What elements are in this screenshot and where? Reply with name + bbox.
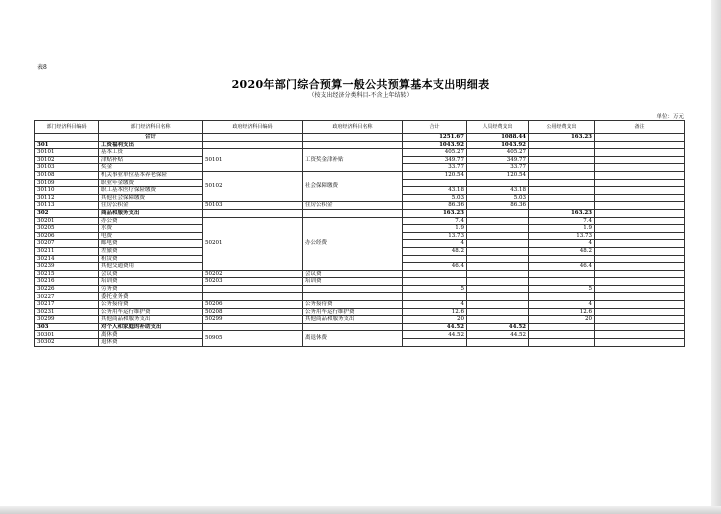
row-personnel: 33.77 <box>467 164 529 172</box>
row-public <box>529 141 595 149</box>
dept-code: 30239 <box>35 263 99 271</box>
dept-name: 会议费 <box>99 270 203 278</box>
dept-code: 30201 <box>35 217 99 225</box>
dept-code: 30113 <box>35 202 99 210</box>
gov-code: 50202 <box>203 270 303 278</box>
table-row <box>35 293 685 301</box>
gov-code: 50203 <box>203 278 303 286</box>
dept-name: 住房公积金 <box>99 202 203 210</box>
row-personnel <box>467 217 529 225</box>
dept-code: 30214 <box>35 255 99 263</box>
row-personnel: 120.54 <box>467 171 529 179</box>
row-personnel <box>467 179 529 187</box>
dept-code: 30205 <box>35 225 99 233</box>
row-total: 163.23 <box>403 209 467 217</box>
gov-code: 50206 <box>203 301 303 309</box>
row-public <box>529 164 595 172</box>
row-total: 46.4 <box>403 263 467 271</box>
row-total: 349.77 <box>403 156 467 164</box>
row-public <box>529 156 595 164</box>
dept-name: 邮电费 <box>99 240 203 248</box>
row-personnel <box>467 247 529 255</box>
row-total <box>403 293 467 301</box>
row-personnel: 44.52 <box>467 331 529 339</box>
column-header: 政府经济科目编码 <box>203 121 303 134</box>
row-public <box>529 187 595 195</box>
row-total: 20 <box>403 316 467 324</box>
dept-code: 30216 <box>35 278 99 286</box>
column-header: 部门经济科目编码 <box>35 121 99 134</box>
dept-code: 30215 <box>35 270 99 278</box>
row-total: 5.03 <box>403 194 467 202</box>
row-public: 163.23 <box>529 209 595 217</box>
dept-name: 租赁费 <box>99 255 203 263</box>
dept-name: 对个人和家庭的补助支出 <box>99 323 203 331</box>
category-row <box>35 209 685 217</box>
row-public: 48.2 <box>529 247 595 255</box>
row-public <box>529 323 595 331</box>
row-public: 13.73 <box>529 232 595 240</box>
row-total: 7.4 <box>403 217 467 225</box>
dept-name: 商品和服务支出 <box>99 209 203 217</box>
gov-name: 会议费 <box>303 270 403 278</box>
dept-name: 津贴补贴 <box>99 156 203 164</box>
row-personnel: 1043.92 <box>467 141 529 149</box>
row-personnel <box>467 316 529 324</box>
table-row <box>35 301 685 309</box>
dept-code: 30207 <box>35 240 99 248</box>
row-public <box>529 149 595 157</box>
dept-code: 30108 <box>35 171 99 179</box>
gov-code: 50103 <box>203 202 303 210</box>
dept-code: 303 <box>35 323 99 331</box>
row-public <box>529 293 595 301</box>
row-total: 44.52 <box>403 331 467 339</box>
gov-name: 公务接待费 <box>303 301 403 309</box>
row-personnel <box>467 339 529 347</box>
row-total: 1043.92 <box>403 141 467 149</box>
row-public <box>529 278 595 286</box>
table-row <box>35 308 685 316</box>
row-personnel <box>467 285 529 293</box>
row-public <box>529 270 595 278</box>
total-row <box>35 134 685 142</box>
dept-code: 30206 <box>35 232 99 240</box>
column-header: 人员经费支出 <box>467 121 529 134</box>
category-row <box>35 323 685 331</box>
row-public <box>529 331 595 339</box>
table-row <box>35 171 685 179</box>
row-total: 48.2 <box>403 247 467 255</box>
row-personnel <box>467 301 529 309</box>
dept-name: 职业年金缴费 <box>99 179 203 187</box>
gov-name: 住房公积金 <box>303 202 403 210</box>
dept-code: 30102 <box>35 156 99 164</box>
table-header-row <box>35 121 685 134</box>
table-row <box>35 270 685 278</box>
gov-name: 公务用车运行维护费 <box>303 308 403 316</box>
gov-name: 培训费 <box>303 278 403 286</box>
row-total: 5 <box>403 285 467 293</box>
row-total <box>403 179 467 187</box>
expenditure-table <box>34 120 685 347</box>
dept-name: 工资福利支出 <box>99 141 203 149</box>
gov-name: 离退休费 <box>303 331 403 346</box>
table-row <box>35 217 685 225</box>
row-personnel: 86.36 <box>467 202 529 210</box>
dept-code: 30112 <box>35 194 99 202</box>
total-sum: 1251.67 <box>403 134 467 142</box>
category-row <box>35 141 685 149</box>
dept-name: 机关事业单位基本养老保险 <box>99 171 203 179</box>
row-personnel <box>467 278 529 286</box>
viewer-bottom-edge <box>0 506 721 514</box>
dept-name: 公务用车运行维护费 <box>99 308 203 316</box>
dept-name: 其他社会保障缴费 <box>99 194 203 202</box>
dept-code: 30109 <box>35 179 99 187</box>
row-public: 4 <box>529 240 595 248</box>
row-total: 86.36 <box>403 202 467 210</box>
dept-name: 电费 <box>99 232 203 240</box>
row-public <box>529 194 595 202</box>
row-public: 4 <box>529 301 595 309</box>
dept-name: 其他商品和服务支出 <box>99 316 203 324</box>
dept-name: 公务接待费 <box>99 301 203 309</box>
row-total: 405.27 <box>403 149 467 157</box>
table-row <box>35 278 685 286</box>
row-personnel <box>467 293 529 301</box>
row-total <box>403 278 467 286</box>
row-personnel <box>467 308 529 316</box>
gov-name: 其他商品和服务支出 <box>303 316 403 324</box>
row-personnel: 405.27 <box>467 149 529 157</box>
dept-code: 30103 <box>35 164 99 172</box>
row-public: 46.4 <box>529 263 595 271</box>
dept-code: 30231 <box>35 308 99 316</box>
dept-name: 办公费 <box>99 217 203 225</box>
dept-code: 30101 <box>35 149 99 157</box>
row-public <box>529 202 595 210</box>
page-title: 2020年部门综合预算一般公共预算基本支出明细表 <box>231 78 490 91</box>
gov-code: 50299 <box>203 316 303 324</box>
row-personnel <box>467 255 529 263</box>
dept-code: 30299 <box>35 316 99 324</box>
gov-name: 办公经费 <box>303 217 403 270</box>
row-public <box>529 179 595 187</box>
row-personnel <box>467 270 529 278</box>
row-public <box>529 339 595 347</box>
dept-code: 30302 <box>35 339 99 347</box>
table-row <box>35 331 685 339</box>
row-personnel <box>467 232 529 240</box>
total-label: 合计 <box>99 134 203 142</box>
row-personnel <box>467 240 529 248</box>
row-total <box>403 339 467 347</box>
dept-code: 30227 <box>35 293 99 301</box>
dept-name: 基本工资 <box>99 149 203 157</box>
column-header: 政府经济科目名称 <box>303 121 403 134</box>
gov-code: 50101 <box>203 149 303 172</box>
table-row <box>35 285 685 293</box>
row-public <box>529 255 595 263</box>
dept-name: 培训费 <box>99 278 203 286</box>
row-personnel: 5.03 <box>467 194 529 202</box>
row-public: 1.9 <box>529 225 595 233</box>
row-total: 13.73 <box>403 232 467 240</box>
row-personnel: 43.18 <box>467 187 529 195</box>
row-total: 4 <box>403 240 467 248</box>
row-total: 12.6 <box>403 308 467 316</box>
table-row <box>35 149 685 157</box>
row-total: 44.52 <box>403 323 467 331</box>
dept-name: 劳务费 <box>99 285 203 293</box>
page-subtitle: （按支出经济分类科目-不含上年结转） <box>308 92 413 99</box>
column-header: 公用经费支出 <box>529 121 595 134</box>
row-total: 4 <box>403 301 467 309</box>
row-personnel <box>467 209 529 217</box>
row-personnel <box>467 225 529 233</box>
row-total <box>403 270 467 278</box>
row-total: 33.77 <box>403 164 467 172</box>
dept-code: 30211 <box>35 247 99 255</box>
row-personnel: 349.77 <box>467 156 529 164</box>
row-public: 5 <box>529 285 595 293</box>
gov-code: 50102 <box>203 171 303 201</box>
gov-code: 50201 <box>203 217 303 270</box>
column-header: 备注 <box>595 121 685 134</box>
row-public: 20 <box>529 316 595 324</box>
row-personnel: 44.52 <box>467 323 529 331</box>
dept-name: 水费 <box>99 225 203 233</box>
dept-name: 差旅费 <box>99 247 203 255</box>
row-public <box>529 171 595 179</box>
table-row <box>35 202 685 210</box>
dept-code: 302 <box>35 209 99 217</box>
unit-label: 单位：万元 <box>656 114 684 120</box>
row-personnel <box>467 263 529 271</box>
gov-name: 社会保障缴费 <box>303 171 403 201</box>
gov-name: 工资奖金津补贴 <box>303 149 403 172</box>
gov-code: 50905 <box>203 331 303 346</box>
dept-name: 离休费 <box>99 331 203 339</box>
row-total <box>403 255 467 263</box>
table-row <box>35 316 685 324</box>
dept-code: 301 <box>35 141 99 149</box>
dept-name: 奖金 <box>99 164 203 172</box>
row-total: 1.9 <box>403 225 467 233</box>
row-public: 12.6 <box>529 308 595 316</box>
dept-name: 退休费 <box>99 339 203 347</box>
column-header: 合计 <box>403 121 467 134</box>
dept-code: 30217 <box>35 301 99 309</box>
row-public: 7.4 <box>529 217 595 225</box>
dept-name: 其他交通费用 <box>99 263 203 271</box>
dept-code: 30226 <box>35 285 99 293</box>
dept-code: 30301 <box>35 331 99 339</box>
dept-name: 委托业务费 <box>99 293 203 301</box>
row-total: 43.18 <box>403 187 467 195</box>
column-header: 部门经济科目名称 <box>99 121 203 134</box>
table-number: 表8 <box>37 64 47 71</box>
gov-code: 50208 <box>203 308 303 316</box>
total-personnel: 1088.44 <box>467 134 529 142</box>
dept-code: 30110 <box>35 187 99 195</box>
row-total: 120.54 <box>403 171 467 179</box>
total-public: 163.23 <box>529 134 595 142</box>
dept-name: 职工基本医疗保险缴费 <box>99 187 203 195</box>
